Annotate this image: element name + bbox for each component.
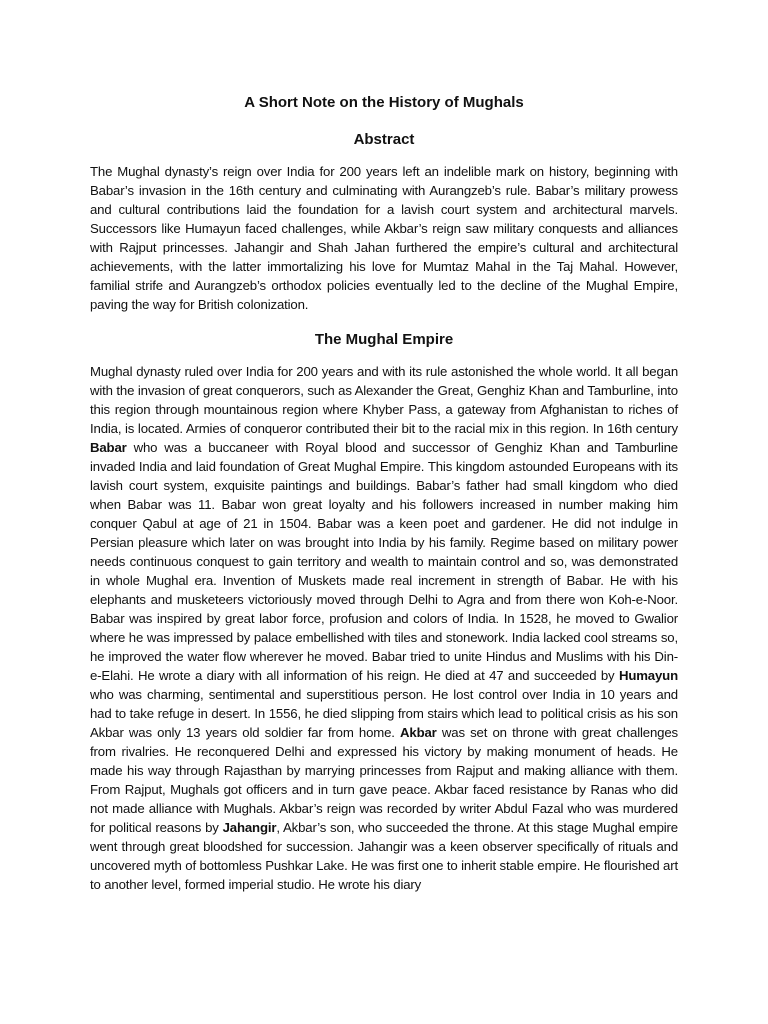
abstract-heading: Abstract (353, 131, 415, 148)
body-paragraph (90, 362, 678, 894)
body-text-5: , Akbar’s son, who succeeded the throne. At this stage Mughal empire went through great bloodshed for succession. Jahangir was a keen observer specifically of rituals and uncovered myth of bottomless Pushkar Lake. He was first one to inherit stable empire. He flourished art to another level, formed imperial studio. He wrote his diary (90, 820, 678, 892)
body-text-2: who was a buccaneer with Royal blood and successor of Genghiz Khan and Tamburline invaded India and laid foundation of Great Mughal Empire. This kingdom astounded Europeans with its lavish court system, exquisite paintings and buildings. Babar’s father had small kingdom who died when Babar was 11. Babar won great loyalty and his followers increased in number making him conquer Qabul at age of 21 in 1504. Babar was a keen poet and gardener. He did not indulge in Persian pleasure which later on was brought into India by his family. Regime based on military power needs continuous conquest to gain territory and wealth to maintain control and so, was demonstrated in whole Mughal era. Invention of Muskets made real increment in strength of Babar. He with his elephants and musketeers victoriously moved through Delhi to Agra and from there won Koh-e-Noor. Babar was inspired by great labor force, profusion and colors of India. In 1528, he moved to Gwalior where he was impressed by palace embellished with tiles and stonework. India lacked cool streams so, he improved the water flow wherever he moved. Babar tried to unite Hindus and Muslims with his Din-e-Elahi. He wrote a diary with all information of his reign. He died at 47 and succeeded by (90, 440, 678, 683)
body-text-3: who was charming, sentimental and superstitious person. He lost control over India in 10 years and had to take refuge in desert. In 1556, he died slipping from stairs which lead to political crisis as his son Akbar was only 13 years old soldier far from home. (90, 687, 678, 740)
name-akbar: Akbar (400, 725, 437, 740)
name-babar: Babar (90, 440, 127, 455)
document-content (90, 92, 678, 894)
body-text-1: Mughal dynasty ruled over India for 200 years and with its rule astonished the whole world. It all began with the invasion of great conquerors, such as Alexander the Great, Genghiz Khan and Tamburline, into this region through mountainous region where Khyber Pass, a gateway from Afghanistan to riches of India, is located. Armies of conqueror contributed their bit to the racial mix in this region. In 16th century (90, 364, 678, 436)
section-heading-mughal-empire: The Mughal Empire (314, 331, 454, 348)
name-humayun: Humayun (618, 668, 678, 683)
document-title: A Short Note on the History of Mughals (244, 94, 524, 111)
name-jahangir: Jahangir (222, 820, 277, 835)
abstract-paragraph: The Mughal dynasty’s reign over India for 200 years left an indelible mark on history, beginning with Babar’s invasion in the 16th century and culminating with Aurangzeb’s rule. Babar’s military prowess and cultural contributions laid the foundation for a lavish court system and architectural marvels. Successors like Humayun faced challenges, while Akbar’s reign saw military conquests and alliances with Rajput princesses. Jahangir and Shah Jahan furthered the empire’s cultural and architectural achievements, with the latter immortalizing his love for Mumtaz Mahal in the Taj Mahal. However, familial strife and Aurangzeb’s orthodox policies eventually led to the decline of the Mughal Empire, paving the way for British colonization. (90, 164, 678, 312)
body-text-4: was set on throne with great challenges from rivalries. He reconquered Delhi and expressed his victory by making monument of heads. He made his way through Rajasthan by marrying princesses from Rajput and making alliance with them. From Rajput, Mughals got officers and in turn gave peace. Akbar faced resistance by Ranas who did not made alliance with Mughals. Akbar’s reign was recorded by writer Abdul Fazal who was murdered for political reasons by (90, 725, 678, 835)
